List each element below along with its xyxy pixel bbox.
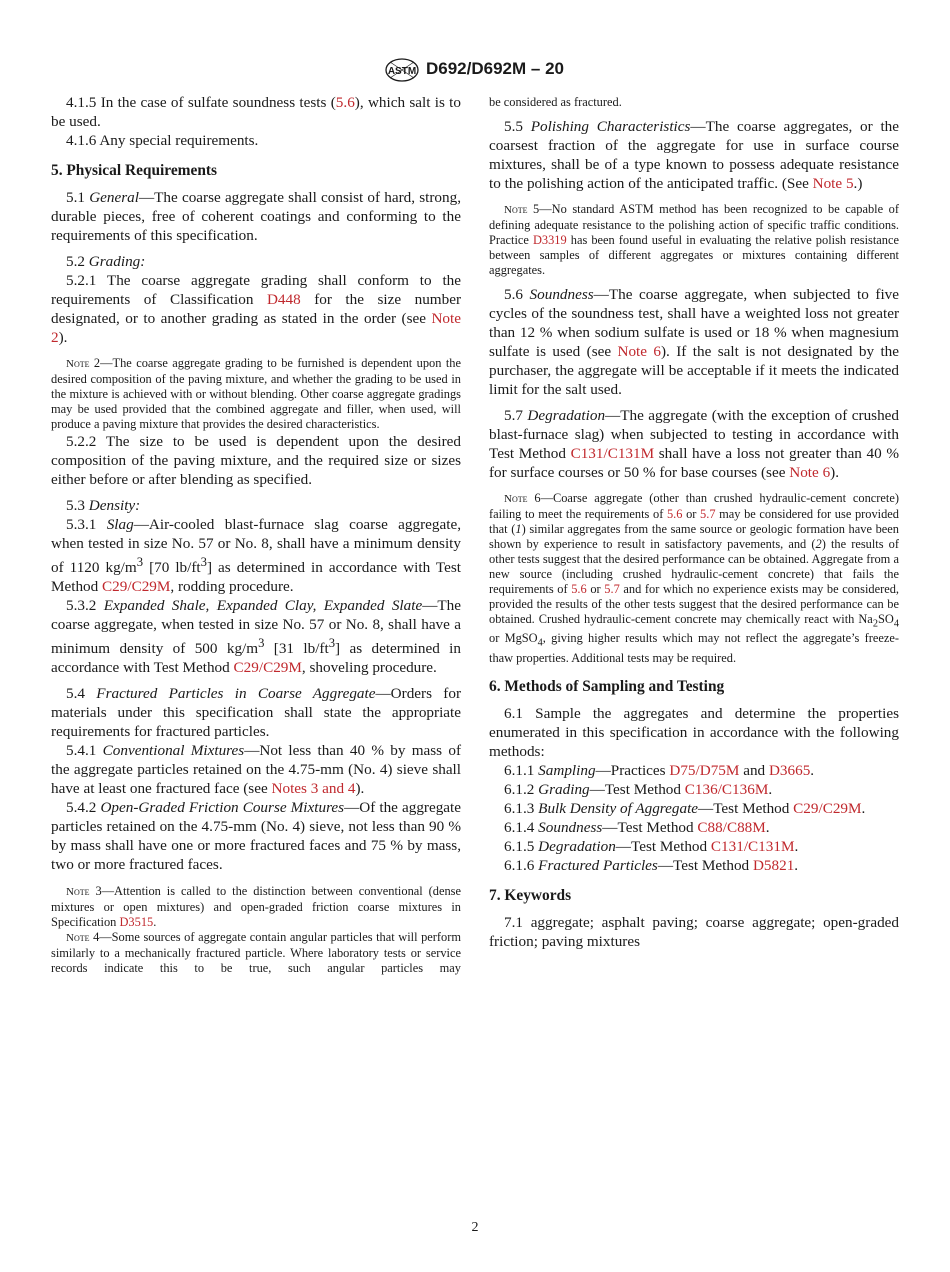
para-6-1: 6.1 Sample the aggregates and determine the properties enumerated in this specification in accordance with the following methods: xyxy=(489,704,899,760)
method-6-1-6: 6.1.6 Fractured Particles—Test Method D5821. xyxy=(504,856,799,874)
left-column xyxy=(51,93,461,976)
method-6-1-1: 6.1.1 Sampling—Practices D75/D75M and D3665. xyxy=(504,761,815,779)
ref-link[interactable]: 5.7 xyxy=(604,582,620,596)
para-5-4-1: 5.4.1 Conventional Mixtures—Not less than 40 % by mass of the aggregate particles retained on the 4.75-mm (No. 4) sieve shall have at least one fractured face (see Notes 3 and 4). xyxy=(51,742,462,798)
section-5-heading: 5. Physical Requirements xyxy=(51,162,218,179)
ref-link[interactable]: C136/C136M xyxy=(684,780,769,798)
method-6-1-4: 6.1.4 Soundness—Test Method C88/C88M. xyxy=(504,818,770,836)
note-link[interactable]: Note 2 xyxy=(51,310,461,346)
note-6: Note 6—Coarse aggregate (other than crushed hydraulic-cement concrete) failing to meet the requirements of 5.6 or 5.7 may be considered for use provided that (1) similar aggregates from the same source or geologic formation have been shown by experience to result in satisfactory pavements, and (2) the results of other tests suggest that the desired performance can be obtained. Aggregate from a new source (including crushed hydraulic-cement concrete) that fails the requirements of 5.6 or 5.7 and for which no experience exists may be considered, provided the results of the other tests suggest that the desired performance can be obtained. Crushed hydraulic-cement concrete may chemically react with $Na_2SO_4$ or MgSO$_4$, giving higher results which may not reflect the aggregate’s freeze-thaw properties. Additional tests may be required. xyxy=(489,491,899,665)
astm-logo-text: ASTM xyxy=(387,66,417,77)
section-7-heading: 7. Keywords xyxy=(489,886,572,904)
ref-link[interactable]: 5.7 xyxy=(700,507,716,521)
ref-link[interactable]: C29/C29M xyxy=(233,659,302,677)
para-5-1: 5.1 General—The coarse aggregate shall consist of hard, strong, durable pieces, free of coherent coatings and conforming to the requirements of this specification. xyxy=(51,189,462,244)
method-6-1-3: 6.1.3 Bulk Density of Aggregate—Test Method C29/C29M. xyxy=(504,799,866,817)
method-6-1-5: 6.1.5 Degradation—Test Method C131/C131M. xyxy=(504,837,799,855)
ref-link[interactable]: C29/C29M xyxy=(793,799,862,817)
para-5-4: 5.4 Fractured Particles in Coarse Aggregate—Orders for materials under this specification shall state the appropriate requirements for fractured particles. xyxy=(51,685,462,741)
ref-link[interactable]: D5821 xyxy=(752,856,795,874)
document-designation: D692/D692M – 20 xyxy=(426,59,564,78)
note-link[interactable]: Note 5 xyxy=(812,175,854,192)
note-link[interactable]: Note 6 xyxy=(617,343,661,360)
para-5-7: 5.7 Degradation—The aggregate (with the exception of crushed blast-furnace slag) when subjected to testing in accordance with Test Method C131/C131M shall have a loss not greater than 40 % for surface courses or 50 % for base courses (see Note 6). xyxy=(489,407,899,481)
note-3: Note 3—Attention is called to the distinction between conventional (dense mixtures or open mixtures) and open-graded friction coarse mixtures in Specification D3515. xyxy=(51,884,461,930)
ref-link[interactable]: C131/C131M xyxy=(570,445,655,462)
note-link[interactable]: Notes 3 and 4 xyxy=(271,780,356,798)
ref-link[interactable]: D75/D75M xyxy=(669,761,740,779)
ref-link[interactable]: D3319 xyxy=(532,233,567,247)
page-header xyxy=(0,58,950,82)
para-5-2-1: 5.2.1 The coarse aggregate grading shall conform to the requirements of Classification D448 for the size number designated, or to another grading as stated in the order (see Note 2). xyxy=(51,272,461,346)
para-4-1-6: 4.1.6 Any special requirements. xyxy=(66,132,259,149)
para-5-5: 5.5 Polishing Characteristics—The coarse aggregates, or the coarsest fraction of the aggregate for use in surface course mixtures, shall be of a type known to possess adequate resistance to the polishing action of the anticipated traffic. (See Note 5.) xyxy=(489,118,900,192)
para-5-2-2: 5.2.2 The size to be used is dependent upon the desired composition of the paving mixture, and the required size or sizes either before or after blending as specified. xyxy=(51,433,461,488)
note-link[interactable]: Note 6 xyxy=(789,464,831,481)
section-6-heading: 6. Methods of Sampling and Testing xyxy=(489,677,725,695)
note-4: Note 4—Some sources of aggregate contain angular particles that will perform similarly to a mechanically fractured particle. Where laboratory tests or service records indicate this to be true, such angular particles may xyxy=(51,930,461,976)
ref-link[interactable]: 5.6 xyxy=(666,507,683,521)
right-column xyxy=(489,93,899,951)
para-5-3-2: 5.3.2 Expanded Shale, Expanded Clay, Expanded Slate—The coarse aggregate, when tested in size No. 57 or No. 8, shall have a minimum density of 500 $kg/m^3$ [31 $lb/ft^3$] as determined in accordance with Test Method C29/C29M, shoveling procedure. xyxy=(51,597,462,677)
note-5: Note 5—No standard ASTM method has been recognized to be capable of defining adequate resistance to the polishing action of specific traffic conditions. Practice D3319 has been found useful in evaluating the relative polish resistance between samples of different aggregates or mixtures containing different aggregates. xyxy=(489,202,900,277)
para-5-3: 5.3 Density: xyxy=(66,497,141,514)
ref-link[interactable]: C88/C88M xyxy=(697,818,766,836)
ref-link[interactable]: 5.6 xyxy=(571,582,587,596)
para-5-4-2: 5.4.2 Open-Graded Friction Course Mixtures—Of the aggregate particles retained on the 4.75-mm (No. 4) sieve, not less than 90 % by mass shall have one or more fractured faces and 75 % by mass, two or more fractured faces. xyxy=(51,799,462,874)
ref-link[interactable]: C131/C131M xyxy=(710,837,795,855)
ref-link[interactable]: C29/C29M xyxy=(102,578,171,596)
para-7-1: 7.1 aggregate; asphalt paving; coarse aggregate; open-graded friction; paving mixtures xyxy=(489,913,899,950)
ref-link[interactable]: 5.6 xyxy=(335,94,355,111)
ref-link[interactable]: D3665 xyxy=(768,761,811,779)
astm-logo xyxy=(384,58,420,82)
note-2: Note 2—The coarse aggregate grading to be furnished is dependent upon the desired composition of the paving mixture, and whether the grading to be used in the mixture is achieved with or without blending. Other coarse aggregate gradings may be used provided that the combined aggregate and filler, when used, will produce a paving mixture that provides the desired characteristics. xyxy=(51,356,461,431)
method-6-1-2: 6.1.2 Grading—Test Method C136/C136M. xyxy=(504,780,773,798)
note-4-continued: be considered as fractured. xyxy=(489,95,622,109)
para-5-6: 5.6 Soundness—The coarse aggregate, when subjected to five cycles of the soundness test, shall have a weighted loss not greater than 12 % when sodium sulfate is used or 18 % when magnesium sulfate is used (see Note 6). If the salt is not designated by the purchaser, the aggregate will be acceptable if it meets the indicated limit for the salt used. xyxy=(489,286,900,398)
page-number: 2 xyxy=(471,1220,479,1235)
para-4-1-5: 4.1.5 In the case of sulfate soundness tests (5.6), which salt is to be used. xyxy=(51,94,461,130)
para-5-2: 5.2 Grading: xyxy=(66,253,146,270)
para-5-3-1: 5.3.1 Slag—Air-cooled blast-furnace slag coarse aggregate, when tested in size No. 57 or No. 8, shall have a minimum density of 1120 $kg/m^3$ [70 $lb/ft^3$] as determined in accordance with Test Method C29/C29M, rodding procedure. xyxy=(51,516,461,596)
ref-link[interactable]: D448 xyxy=(266,291,301,308)
ref-link[interactable]: D3515 xyxy=(119,915,154,930)
